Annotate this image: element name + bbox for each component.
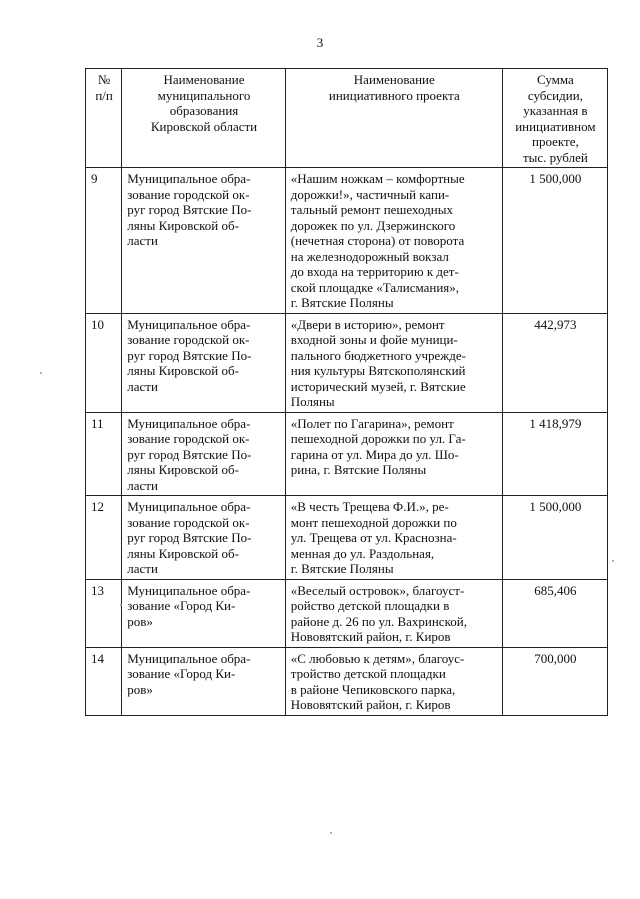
page-number: 3 xyxy=(316,35,324,50)
row-sum: 1 500,000 xyxy=(502,496,607,580)
table-row xyxy=(86,496,608,580)
row-municipality: Муниципальное обра- зование городской ок- руг город Вятские По- ляны Кировской об- ласти xyxy=(122,412,286,496)
scan-speck xyxy=(120,604,122,606)
row-num: 10 xyxy=(86,313,122,412)
row-project: «Веселый островок», благоуст- ройство детской площадки в районе д. 26 по ул. Вахринской, Нововятский район, г. Киров xyxy=(285,579,502,647)
header-num: № п/п xyxy=(86,69,122,168)
scan-speck xyxy=(612,560,614,562)
table-header-row xyxy=(86,69,608,168)
row-sum: 1 418,979 xyxy=(502,412,607,496)
row-sum: 685,406 xyxy=(502,579,607,647)
table-row xyxy=(86,579,608,647)
table-row xyxy=(86,647,608,715)
row-project: «С любовью к детям», благоус- тройство детской площадки в районе Чепиковского парка, Нововятский район, г. Киров xyxy=(285,647,502,715)
subsidies-table xyxy=(85,68,608,716)
row-num: 13 xyxy=(86,579,122,647)
row-num: 14 xyxy=(86,647,122,715)
row-municipality: Муниципальное обра- зование городской ок- руг город Вятские По- ляны Кировской об- ласти xyxy=(122,496,286,580)
table-row xyxy=(86,313,608,412)
scan-speck xyxy=(40,372,42,374)
row-municipality: Муниципальное обра- зование «Город Ки- ров» xyxy=(122,579,286,647)
row-num: 9 xyxy=(86,168,122,314)
row-sum: 442,973 xyxy=(502,313,607,412)
row-project: «Нашим ножкам – комфортные дорожки!», частичный капи- тальный ремонт пешеходных дорожек по ул. Дзержинского (нечетная сторона) от поворота на железнодорожный вокзал до входа на территорию к дет- ской площадке «Талисмания», г. Вятские Поляны xyxy=(285,168,502,314)
header-sum: Сумма субсидии, указанная в инициативном проекте, тыс. рублей xyxy=(502,69,607,168)
row-municipality: Муниципальное обра- зование «Город Ки- ров» xyxy=(122,647,286,715)
row-sum: 700,000 xyxy=(502,647,607,715)
table-row xyxy=(86,168,608,314)
header-municipality: Наименование муниципального образования Кировской области xyxy=(122,69,286,168)
row-project: «Двери в историю», ремонт входной зоны и фойе муници- пального бюджетного учрежде- ния культуры Вятскополянский исторический музей, г. Вятские Поляны xyxy=(285,313,502,412)
row-project: «Полет по Гагарина», ремонт пешеходной дорожки по ул. Га- гарина от ул. Мира до ул. Шо- рина, г. Вятские Поляны xyxy=(285,412,502,496)
row-sum: 1 500,000 xyxy=(502,168,607,314)
row-num: 12 xyxy=(86,496,122,580)
row-municipality: Муниципальное обра- зование городской ок- руг город Вятские По- ляны Кировской об- ласти xyxy=(122,168,286,314)
row-num: 11 xyxy=(86,412,122,496)
header-project: Наименование инициативного проекта xyxy=(285,69,502,168)
scan-speck xyxy=(330,832,332,834)
row-project: «В честь Трещева Ф.И.», ре- монт пешеходной дорожки по ул. Трещева от ул. Краснозна- менная до ул. Раздольная, г. Вятские Поляны xyxy=(285,496,502,580)
table-row xyxy=(86,412,608,496)
row-municipality: Муниципальное обра- зование городской ок- руг город Вятские По- ляны Кировской об- ласти xyxy=(122,313,286,412)
